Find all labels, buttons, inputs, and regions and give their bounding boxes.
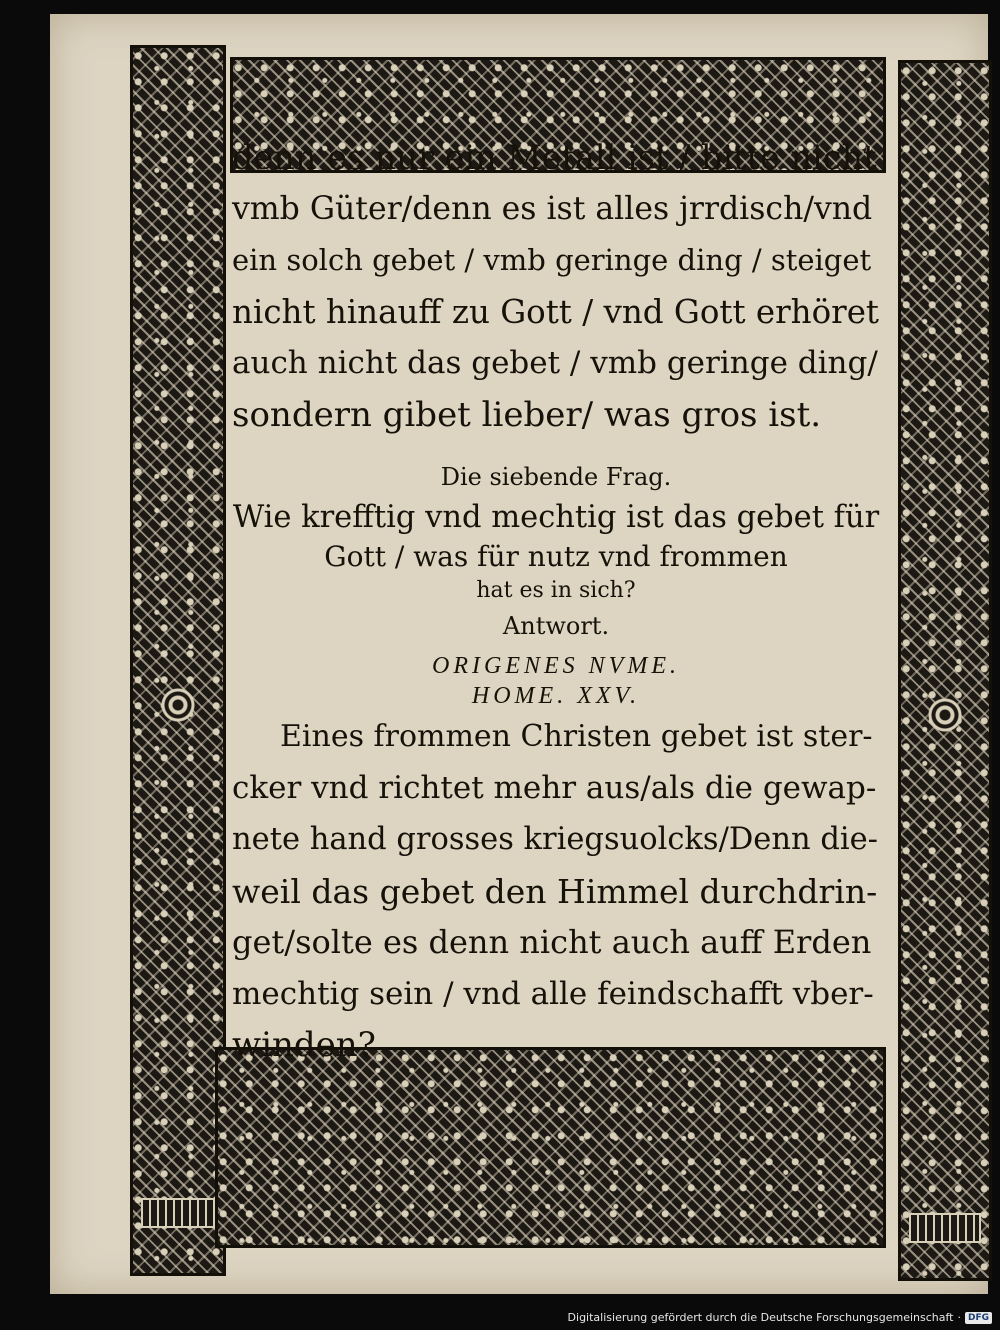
question-line: Wie krefftig vnd mechtig ist das gebet für xyxy=(232,500,880,535)
digitization-credit xyxy=(568,1311,992,1324)
text-line: sondern gibet lieber/ was gros ist. xyxy=(232,394,822,435)
credit-text: Digitalisierung gefördert durch die Deutsche Forschungsgemeinschaft xyxy=(567,1311,954,1324)
text-line: get/solte es denn nicht auch auff Erden xyxy=(232,923,872,961)
left-ornamental-pillar xyxy=(130,45,226,1276)
text-line: Eines frommen Christen gebet ist ster- xyxy=(280,719,873,754)
bottom-hunting-scene-band xyxy=(215,1047,886,1248)
text-line: cker vnd richtet mehr aus/als die gewap- xyxy=(232,769,877,806)
dfg-logo-icon: DFG xyxy=(965,1312,992,1324)
source-line: HOME. XXV. xyxy=(471,683,641,709)
question-line: hat es in sich? xyxy=(476,578,636,603)
text-line: nicht hinauff zu Gott / vnd Gott erhöret xyxy=(232,292,879,331)
text-line: ein solch gebet / vmb geringe ding / steiget xyxy=(232,243,872,277)
right-ornamental-pillar xyxy=(898,60,992,1281)
question-line: Gott / was für nutz vnd frommen xyxy=(324,540,788,573)
question-text xyxy=(232,497,880,607)
page-text xyxy=(232,132,880,1072)
source-citation xyxy=(232,651,880,711)
left-medallion-ornament xyxy=(161,688,195,722)
right-pillar-base xyxy=(909,1213,981,1243)
separator: · xyxy=(957,1311,961,1324)
text-line: auch nicht das gebet / vmb geringe ding/ xyxy=(232,345,878,381)
text-line: weil das gebet den Himmel durchdrin- xyxy=(232,871,878,911)
paragraph-1 xyxy=(232,132,880,441)
section-heading: Die siebende Frag. xyxy=(440,463,672,491)
text-line: denn es nur ein Metall ist / bitte nicht xyxy=(232,138,877,177)
text-line: vmb Güter/denn es ist alles jrrdisch/vnd xyxy=(232,190,873,227)
left-pillar-base xyxy=(141,1198,215,1228)
paragraph-2 xyxy=(232,711,880,1072)
text-line: winden? xyxy=(232,1025,376,1065)
text-line: mechtig sein / vnd alle feindschafft vber- xyxy=(232,975,874,1012)
source-line: ORIGENES NVME. xyxy=(432,653,680,679)
text-line: nete hand grosses kriegsuolcks/Denn die- xyxy=(232,822,878,857)
right-medallion-ornament xyxy=(928,698,962,732)
answer-label: Antwort. xyxy=(502,612,610,640)
